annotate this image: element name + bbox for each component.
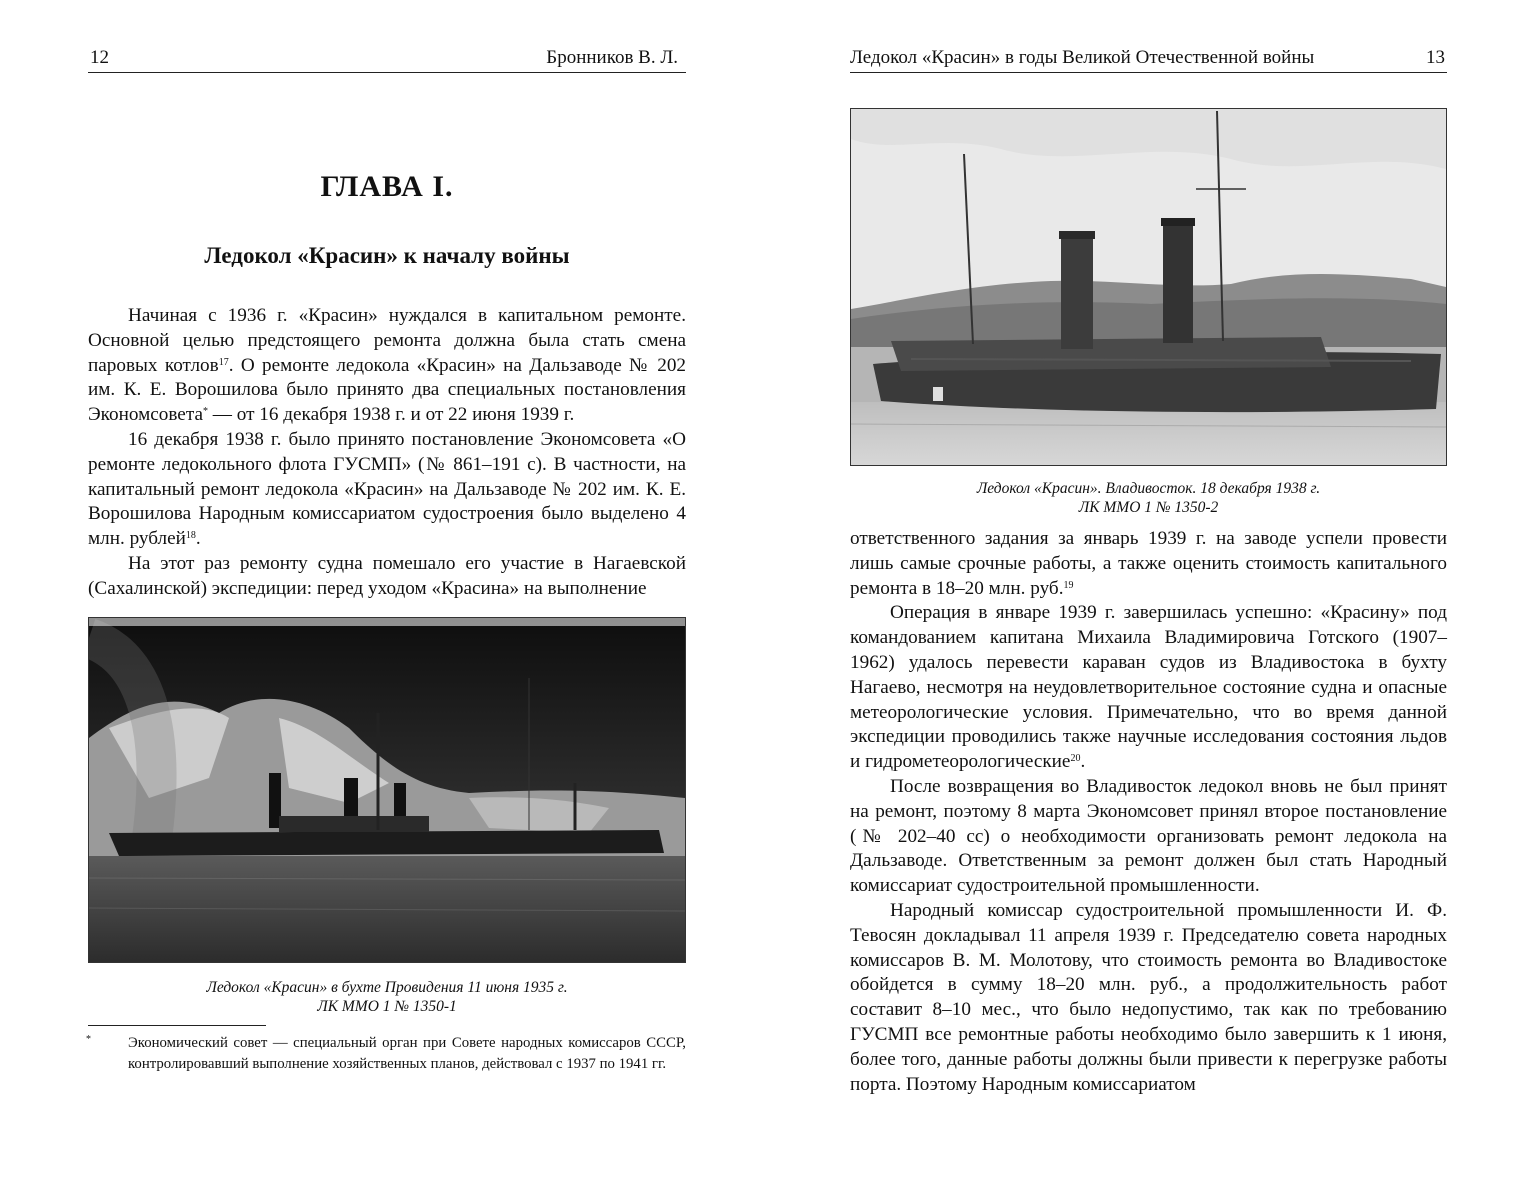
running-head-author: Бронников В. Л. xyxy=(546,47,678,68)
paragraph: После возвращения во Владивосток ледокол вновь не был принят на ремонт, поэтому 8 марта Экономсовет принял второе постановление (№ 202–40 сс) о необходимости организовать ремонт ледокола на Дальзаводе. Ответственным за ремонт должен был стать Народный комиссариат судостроительной промышленности. xyxy=(850,775,1447,897)
header-rule xyxy=(850,72,1447,73)
photo-caption xyxy=(850,479,1447,517)
body-text xyxy=(88,304,686,602)
footnote-ref[interactable]: 20 xyxy=(1070,753,1081,765)
photo-caption-archive-ref: ЛК ММО 1 № 1350-1 xyxy=(317,998,457,1015)
page-number: 13 xyxy=(1426,47,1445,68)
footnote-mark: * xyxy=(86,1034,91,1045)
photo-caption-line: Ледокол «Красин» в бухте Провидения 11 июня 1935 г. xyxy=(206,979,568,996)
paragraph: ответственного задания за январь 1939 г. на заводе успели провести лишь самые срочные работы, а также оценить стоимость капитального ремонта в 18–20 млн. руб.$^{19}$ xyxy=(850,528,1447,599)
photo-caption-line: Ледокол «Красин». Владивосток. 18 декабря 1938 г. xyxy=(976,480,1321,497)
photo-caption-archive-ref: ЛК ММО 1 № 1350-2 xyxy=(1078,499,1219,516)
paragraph: На этот раз ремонту судна помешало его участие в Нагаевской (Сахалинской) экспедиции: перед уходом «Красина» на выполнение xyxy=(88,552,686,599)
photo-icebreaker-vladivostok xyxy=(850,108,1447,466)
footnote-text: Экономический совет — специальный орган при Совете народных комиссаров СССР, контролировавший выполнение хозяйственных планов, действовал с 1937 по 1941 гг. xyxy=(128,1035,686,1072)
chapter-heading: ГЛАВА I. xyxy=(320,170,454,203)
footnote-rule xyxy=(88,1025,266,1026)
footnote-ref[interactable]: * xyxy=(202,406,208,418)
footnote-ref[interactable]: 18 xyxy=(185,530,196,542)
header-rule xyxy=(88,72,686,73)
left-page xyxy=(88,0,686,1182)
photo-icebreaker-provideniya xyxy=(88,617,686,963)
paragraph: Операция в январе 1939 г. завершилась успешно: «Красину» под командованием капитана Михаила Владимировича Готского (1907–1962) удалось перевести караван судов из Владивостока в бухту Нагаево, несмотря на неудовлетворительное состояние судна и опасные метеорологические условия. Примечательно, что во время данной экспедиции проводились также научные исследования состояния льдов и гидрометеорологические$^{20}$. xyxy=(850,602,1447,773)
running-header xyxy=(88,46,686,70)
paragraph: Народный комиссар судостроительной промышленности И. Ф. Тевосян докладывал 11 апреля 1939 г. Председателю совета народных комиссаров В. М. Молотову, что стоимость ремонта во Владивостоке обойдется в сумму 18–20 млн. руб., а продолжительность работ составит 8–10 мес., что было недопустимо, так как по требованию ГУСМП все ремонтные работы необходимо было завершить к 1 июня, более того, данные работы должны были привести к перегрузке работы порта. Поэтому Народным комиссариатом xyxy=(850,899,1447,1095)
chapter-title: Ледокол «Красин» к началу войны xyxy=(204,243,570,268)
paragraph: Начиная с 1936 г. «Красин» нуждался в капитальном ремонте. Основной целью предстоящего ремонта должна была стать смена паровых котлов$^{17}$. О ремонте ледокола «Красин» на Дальзаводе № 202 им. К. Е. Ворошилова было принято два специальных постановления Экономсовета* — от 16 декабря 1938 г. и от 22 июня 1939 г. xyxy=(88,305,687,426)
right-page xyxy=(850,0,1447,1182)
page-number: 12 xyxy=(90,47,109,68)
photo-caption xyxy=(88,978,686,1016)
footnote xyxy=(88,1033,686,1075)
footnote-ref[interactable]: 19 xyxy=(1063,579,1074,591)
running-head-title: Ледокол «Красин» в годы Великой Отечественной войны xyxy=(850,47,1315,68)
body-text xyxy=(850,527,1447,1097)
footnote-ref[interactable]: 17 xyxy=(218,356,229,368)
paragraph: 16 декабря 1938 г. было принято постановление Экономсовета «О ремонте ледокольного флота ГУСМП» (№ 861–191 с). В частности, на капитальный ремонт ледокола «Красин» на Дальзаводе № 202 им. К. Е. Ворошилова Народным комиссариатом судостроения было выделено 4 млн. рублей$^{18}$. xyxy=(88,428,686,550)
running-header xyxy=(850,46,1447,70)
